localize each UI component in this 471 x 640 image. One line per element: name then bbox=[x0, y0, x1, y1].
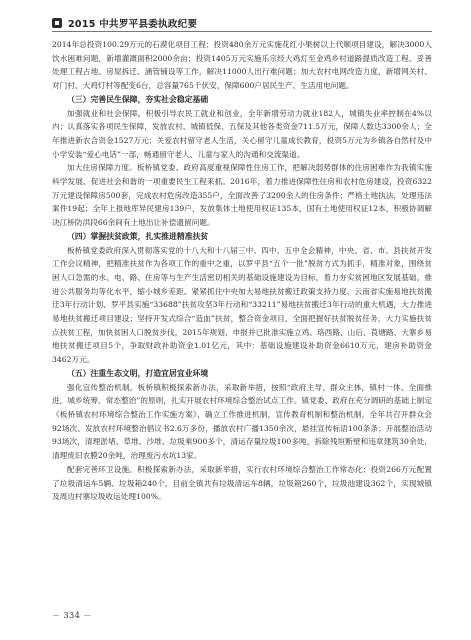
header-divider bbox=[52, 31, 432, 32]
paragraph: 配套完善环卫设施。积极探索新办法，采取新举措，实行农村环境综合整治工作常态化；投资266万元配置了垃圾清运车5辆、垃圾箱240个，目前全镇共有垃圾清运车8辆，垃圾箱260个，垃圾池建设362个，实现城镇及周边村寨垃圾收运处理100%。 bbox=[52, 464, 432, 502]
section-heading: （五）注重生态文明，打造宜居宜业环境 bbox=[67, 368, 209, 378]
paragraph: 加强就业和社会保障。积极引导农民工就业和创业，全年新增劳动力就业182人，城镇失业率控制在4%以内；认真落实各项民生保障，发放农村、城镇低保、五保及其他各类资金711.5万元，保障人数达3300余人；全年推进新农合资金1527万元；关爱农村留守老人生活，关心留守儿童成长教育，投资5万元为乡镇各自然村及中小学安装“爱心电话”一部，畅通留守老人、儿童与家人的沟通和交流渠道。 bbox=[52, 108, 432, 159]
running-header-title: 2015 中共罗平县委执政纪要 bbox=[68, 19, 198, 30]
paragraph: 2014年总投资100.29万元的石漠化项目工程；投资480余万元实施花红小果树以上代顺项目建设，解决3000人饮水困难问题，新增灌溉面积2000余亩；投资1405万元实施乐宗经大鸡灯至金鸡乡村道路提质改造工程。妥善处理工程占地、房屋拆迁、涵管铺设等工作，解决11000人出行难问题；加大农村电网改造力度，新增网关村、对门村、大鸡灯村等配变6台，总容量765千伏安，保障600户居民生产、生活用电问题。 bbox=[52, 40, 432, 91]
header-square-icon bbox=[52, 18, 62, 28]
section-heading: （三）完善民生保障，夯实社会稳定基础 bbox=[67, 94, 209, 104]
paragraph: 板桥镇党委政府深入贯彻落实党的十八大和十八届三中、四中、五中全会精神，中央、省、市、县扶贫开发工作会议精神，把精准扶贫作为各项工作的重中之重，以罗平县“五个一批”脱贫方式为抓手，精准对象，围绕贫困人口急需的水、电、路、住房等与生产生活密切相关的基础设施建设为目标，着力夯实贫困地区发展基础，推进公共服务均等化水平，缩小城乡差距。紧紧抓住中央加大易地扶贫搬迁政策支持力度、云南省实施易地扶贫搬迁3年行动计划、罗平县实施“33688”扶贫攻坚3年行动和“33211”易地扶贫搬迁3年行动的重大机遇，大力推进易地扶贫搬迁项目建设；坚持开发式综合“造血”扶贫，整合资金项目，全面把握好扶贫脱贫任务，大力实施扶贫点扶贫工程，加快贫困人口脱贫步伐，2015年规划、申报并已批准实施立鸡、珞西路、山后、莨塘路、大寨乡易地扶贫搬迁项目5个，争取财政补助资金1.01亿元，其中：基础设施建设补助资金6610万元，建房补助资金3462万元。 bbox=[52, 245, 432, 365]
running-header bbox=[52, 14, 432, 32]
paragraph: 加大住房保障力度。板桥镇党委、政府高度重视保障性住房工作，把解决弱势群体的住房困难作为我镇实施科学发展、促进社会和谐的一项重要民生工程来抓。2016年，着力推进保障性住房和农村危房建设，投资6322万元建设保障房500套，完成农村危房改造355户，全面改善了3200余人的住房条件；严格土地执法，处理违法案件19起；全年上报地库异民建房139户，发放集体土地使用权证135本，国有土地使用权证12本，积极协调解决江桥防洪段66余间有土地出让补偿遗留问题。 bbox=[52, 163, 432, 228]
section-heading: （四）掌握扶贫政策，扎实推进精准扶贫 bbox=[67, 231, 209, 241]
page-number: － 334 － bbox=[52, 611, 92, 620]
page-body bbox=[52, 38, 432, 504]
paragraph: 强化宜传整治机制。板桥镇积极探索新办法，采取新举措，按照“政府主导、群众主体，镇村一体、全面推进，城乡统筹、常态整治”的原则，扎实开展农村环境综合整治试点工作。镇党委、政府在充分调研的基础上制定《板桥镇农村环境综合整治工作实施方案》，确立工作推进机制，宣传教育机制和整治机制，全年共召开群众会92场次、发放农村环境整治倡议书2.6万多份，播放农村广播1350余次，悬挂宣传标语100条条；开展整治活动93场次，清理淤堵、草堆、沙堆、垃圾乘900多个，清运存量垃圾100多吨，拆除残垣断壁和违章建筑30余处，清理废旧农膜20余吨，治理废污水坑13家。 bbox=[52, 382, 432, 461]
